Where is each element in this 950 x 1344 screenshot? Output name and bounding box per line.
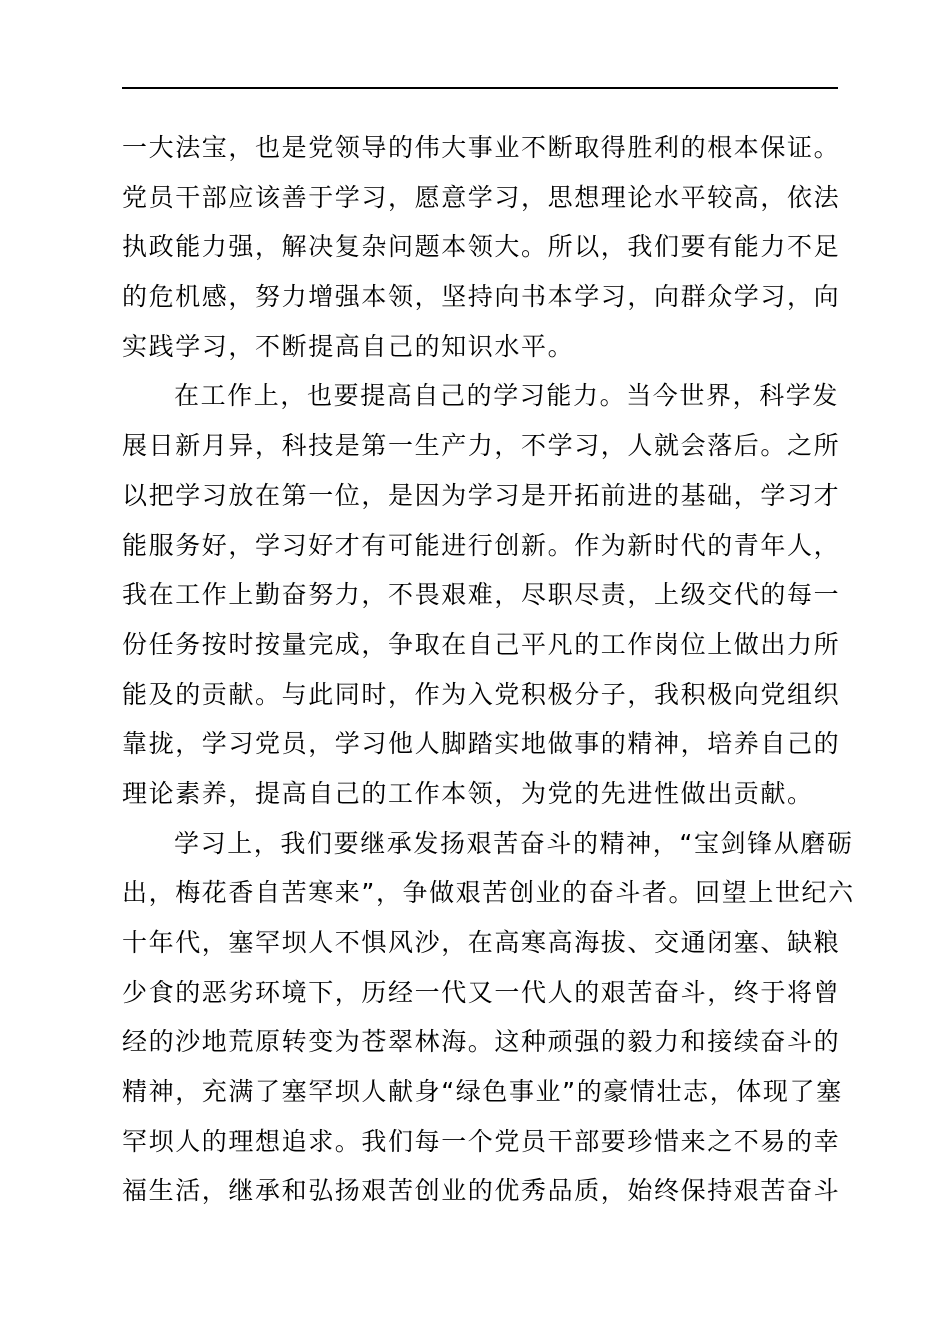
- text-line: 经的沙地荒原转变为苍翠林海。这种顽强的毅力和接续奋斗的: [122, 1027, 841, 1057]
- text-line: 党员干部应该善于学习，愿意学习，思想理论水平较高，依法: [122, 182, 841, 212]
- text-line: 能服务好，学习好才有可能进行创新。作为新时代的青年人，: [122, 530, 841, 560]
- text-line: 理论素养，提高自己的工作本领，为党的先进性做出贡献。: [122, 778, 814, 808]
- paragraph-first-line: 在工作上，也要提高自己的学习能力。当今世界，科学发: [174, 381, 840, 411]
- text-line: 十年代，塞罕坝人不惧风沙，在高寒高海拔、交通闭塞、缺粮: [122, 928, 841, 957]
- text-line: 一大法宝，也是党领导的伟大事业不断取得胜利的根本保证。: [122, 133, 841, 162]
- text-line: 靠拢，学习党员，学习他人脚踏实地做事的精神，培养自己的: [122, 729, 841, 759]
- body-text: [122, 123, 855, 1216]
- text-line: 份任务按时按量完成，争取在自己平凡的工作岗位上做出力所: [122, 629, 841, 659]
- text-line: 的危机感，努力增强本领，坚持向书本学习，向群众学习，向: [122, 282, 841, 312]
- text-line: 我在工作上勤奋努力，不畏艰难，尽职尽责，上级交代的每一: [122, 580, 841, 610]
- text-line: 实践学习，不断提高自己的知识水平。: [122, 331, 575, 361]
- paragraph-first-line: 学习上，我们要继承发扬艰苦奋斗的精神，“宝剑锋从磨砺: [174, 828, 854, 858]
- text-line: 少食的恶劣环境下，历经一代又一代人的艰苦奋斗，终于将曾: [122, 977, 841, 1007]
- text-line: 展日新月异，科技是第一生产力，不学习，人就会落后。之所: [122, 431, 841, 461]
- text-line: 以把学习放在第一位，是因为学习是开拓前进的基础，学习才: [122, 480, 841, 510]
- text-line: 能及的贡献。与此同时，作为入党积极分子，我积极向党组织: [122, 679, 841, 709]
- text-line: 精神，充满了塞罕坝人献身“绿色事业”的豪情壮志，体现了塞: [122, 1077, 843, 1107]
- header-divider: [122, 87, 838, 89]
- text-line: 执政能力强，解决复杂问题本领大。所以，我们要有能力不足: [122, 232, 841, 262]
- text-line: 出，梅花香自苦寒来”，争做艰苦创业的奋斗者。回望上世纪六: [122, 878, 855, 908]
- text-line: 福生活，继承和弘扬艰苦创业的优秀品质，始终保持艰苦奋斗: [122, 1176, 841, 1206]
- text-line: 罕坝人的理想追求。我们每一个党员干部要珍惜来之不易的幸: [122, 1126, 841, 1156]
